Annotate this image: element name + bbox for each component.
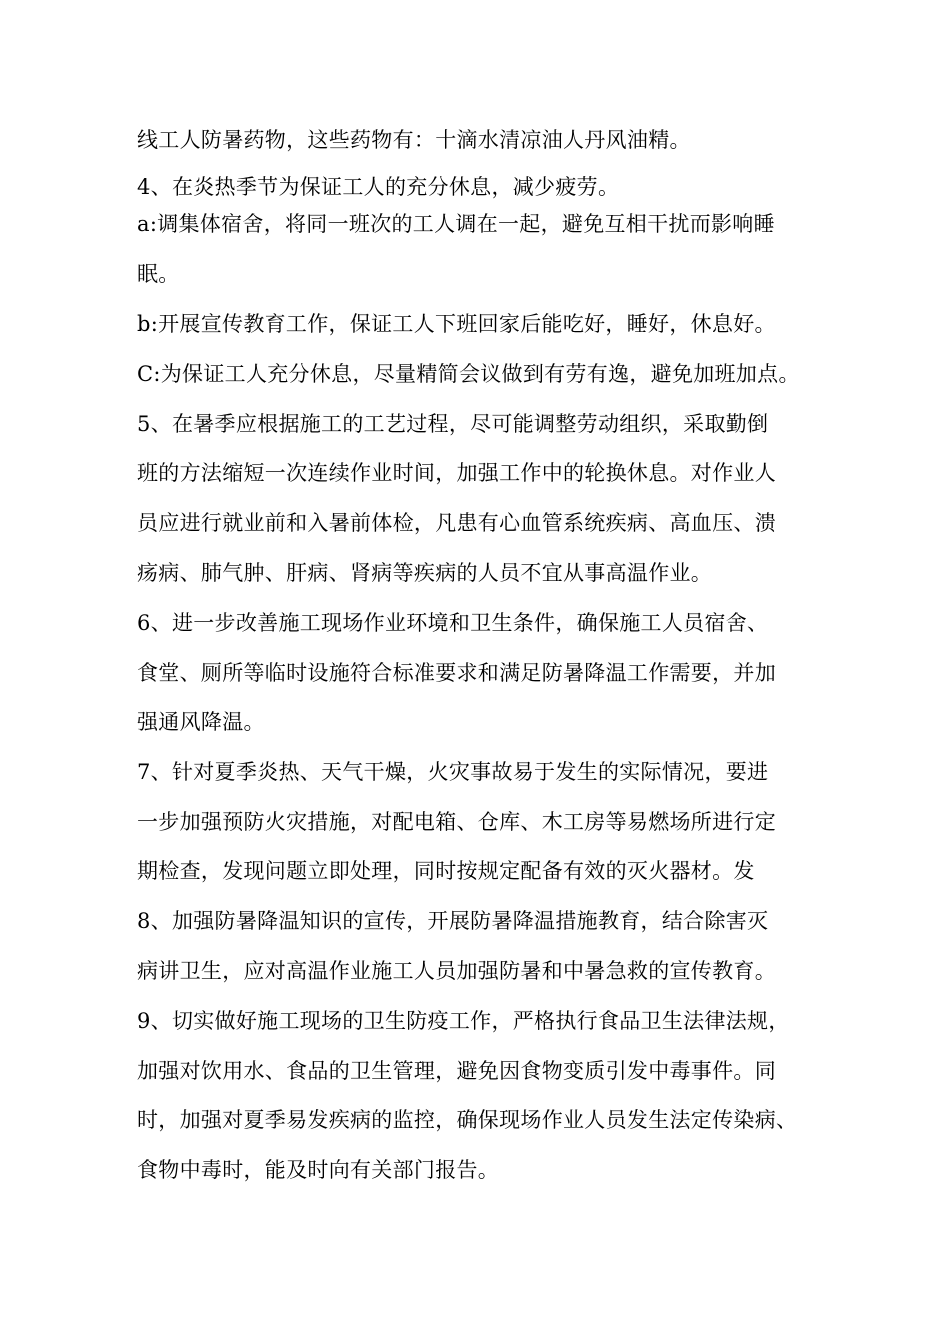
text-line: 线工人防暑药物，这些药物有：十滴水清凉油人丹风油精。 — [137, 128, 691, 152]
text-line: 期检查，发现问题立即处理，同时按规定配备有效的灭火器材。发 — [137, 859, 755, 883]
text-line: 员应进行就业前和入暑前体检，凡患有心血管系统疾病、高血压、溃 — [137, 511, 776, 535]
text-line: 疡病、肺气肿、肝病、肾病等疾病的人员不宜从事高温作业。 — [137, 561, 713, 585]
text-line: a:调集体宿舍，将同一班次的工人调在一起，避免互相干扰而影响睡 — [137, 212, 775, 236]
text-line: 8、加强防暑降温知识的宣传，开展防暑降温措施教育，结合除害灭 — [137, 909, 769, 933]
text-line: C:为保证工人充分休息，尽量精简会议做到有劳有逸，避免加班加点。 — [137, 362, 800, 386]
text-line: 病讲卫生，应对高温作业施工人员加强防暑和中暑急救的宣传教育。 — [137, 959, 776, 983]
text-line: 食堂、厕所等临时设施符合标准要求和满足防暑降温工作需要，并加 — [137, 661, 776, 685]
text-line: 时，加强对夏季易发疾病的监控，确保现场作业人员发生法定传染病、 — [137, 1108, 798, 1132]
text-line: 班的方法缩短一次连续作业时间，加强工作中的轮换休息。对作业人 — [137, 461, 776, 485]
text-line: b:开展宣传教育工作，保证工人下班回家后能吃好，睡好，休息好。 — [137, 312, 776, 336]
text-line: 一步加强预防火灾措施，对配电箱、仓库、木工房等易燃场所进行定 — [137, 810, 776, 834]
text-line: 食物中毒时，能及时向有关部门报告。 — [137, 1158, 500, 1182]
text-line: 6、进一步改善施工现场作业环境和卫生条件，确保施工人员宿舍、 — [137, 611, 769, 635]
text-line: 加强对饮用水、食品的卫生管理，避免因食物变质引发中毒事件。同 — [137, 1059, 776, 1083]
text-line: 5、在暑季应根据施工的工艺过程，尽可能调整劳动组织，采取勤倒 — [137, 412, 769, 436]
text-line: 强通风降温。 — [137, 710, 265, 734]
text-line: 9、切实做好施工现场的卫生防疫工作，严格执行食品卫生法律法规， — [137, 1009, 790, 1033]
text-line: 7、针对夏季炎热、天气干燥，火灾事故易于发生的实际情况，要进 — [137, 760, 769, 784]
text-line: 4、在炎热季节为保证工人的充分休息，减少疲劳。 — [137, 175, 620, 199]
text-line: 眠。 — [137, 262, 180, 286]
